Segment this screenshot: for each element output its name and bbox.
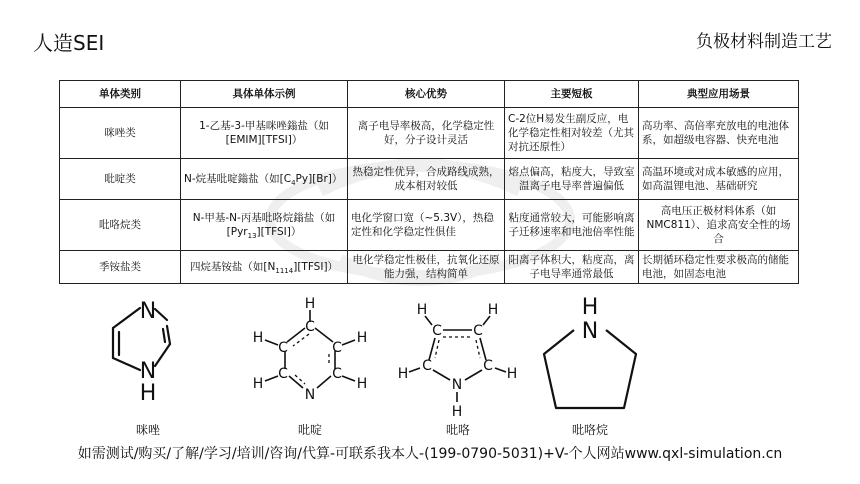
column-header: 典型应用场景 bbox=[639, 81, 799, 108]
atom-label: C bbox=[483, 358, 493, 374]
atom-label: C bbox=[305, 319, 315, 335]
molecule-name: 咪唑 bbox=[135, 423, 160, 437]
atom-label: N bbox=[451, 377, 463, 393]
atom-label: C bbox=[332, 340, 342, 356]
atom-label: H bbox=[451, 404, 463, 420]
cell-application: 高温环境或对成本敏感的应用，如高温锂电池、基础研究 bbox=[639, 159, 799, 200]
atom-label: C bbox=[278, 340, 288, 356]
imidazole-structure bbox=[100, 296, 190, 406]
cell-weakness: 粘度通常较大，可能影响离子迁移速率和电池倍率性能 bbox=[505, 200, 639, 251]
table-header-row bbox=[60, 81, 799, 108]
atom-label: C bbox=[422, 358, 432, 374]
atom-label: H bbox=[581, 295, 599, 320]
atom-label: H bbox=[416, 302, 428, 318]
pyrrolidine-structure bbox=[530, 288, 650, 418]
cell-weakness: 阳离子体积大，粘度高，离子电导率通常最低 bbox=[505, 251, 639, 284]
atom-label: H bbox=[252, 376, 264, 392]
atom-label: H bbox=[252, 330, 264, 346]
section-title: 负极材料制造工艺 bbox=[696, 32, 832, 52]
cell-advantage: 电化学稳定性极佳，抗氧化还原能力强，结构简单 bbox=[348, 251, 505, 284]
cell-application: 长期循环稳定性要求极高的储能电池，如固态电池 bbox=[639, 251, 799, 284]
cell-advantage: 离子电导率极高，化学稳定性好，分子设计灵活 bbox=[348, 108, 505, 159]
table-row bbox=[60, 159, 799, 200]
cell-advantage: 电化学窗口宽（~5.3V），热稳定性和化学稳定性俱佳 bbox=[348, 200, 505, 251]
cell-example: 1-乙基-3-甲基咪唑鎓盐（如[EMIM][TFSI]） bbox=[181, 108, 348, 159]
atom-label: N bbox=[139, 299, 157, 324]
atom-label: N bbox=[139, 359, 157, 384]
atom-label: C bbox=[278, 366, 288, 382]
molecule-name: 吡咯 bbox=[445, 423, 470, 437]
cell-category: 咪唑类 bbox=[60, 108, 181, 159]
ionic-liquid-monomer-table bbox=[59, 80, 799, 284]
cell-application: 高电压正极材料体系（如NMC811）、追求高安全性的场合 bbox=[639, 200, 799, 251]
table-row bbox=[60, 200, 799, 251]
cell-example: N-烷基吡啶鎓盐（如$[C_4Py][Br]$） bbox=[181, 159, 348, 200]
atom-label: C bbox=[473, 323, 483, 339]
atom-label: H bbox=[487, 302, 499, 318]
atom-label: H bbox=[397, 366, 409, 382]
cell-advantage: 热稳定性优异，合成路线成熟，成本相对较低 bbox=[348, 159, 505, 200]
atom-label: C bbox=[432, 323, 442, 339]
cell-example: 四烷基铵盐（如$[N_{1114}][TFSI]$） bbox=[181, 251, 348, 284]
column-header: 具体单体示例 bbox=[181, 81, 348, 108]
atom-label: C bbox=[332, 366, 342, 382]
molecule-name: 吡咯烷 bbox=[571, 423, 608, 437]
cell-example: N-甲基-N-丙基吡咯烷鎓盐（如[Pyr$_{13}$][TFSI]） bbox=[181, 200, 348, 251]
table-row bbox=[60, 251, 799, 284]
atom-label: H bbox=[356, 376, 368, 392]
atom-label: N bbox=[304, 387, 316, 403]
contact-footer: 如需测试/购买/了解/学习/培训/咨询/代算-可联系我本人-(199-0790-5031)+V-个人网站www.qxl-simulation.cn bbox=[77, 446, 783, 462]
molecule-name: 吡啶 bbox=[297, 423, 322, 437]
column-header: 单体类别 bbox=[60, 81, 181, 108]
atom-label: H bbox=[356, 330, 368, 346]
atom-label: N bbox=[581, 319, 599, 344]
atom-label: H bbox=[506, 366, 518, 382]
cell-application: 高功率、高倍率充放电的电池体系，如超级电容器、快充电池 bbox=[639, 108, 799, 159]
atom-label: H bbox=[304, 296, 316, 312]
atom-label: H bbox=[139, 381, 157, 406]
cell-category: 季铵盐类 bbox=[60, 251, 181, 284]
column-header: 核心优势 bbox=[348, 81, 505, 108]
cell-category: 吡啶类 bbox=[60, 159, 181, 200]
table-row bbox=[60, 108, 799, 159]
cell-weakness: 熔点偏高，粘度大，导致室温离子电导率普遍偏低 bbox=[505, 159, 639, 200]
cell-category: 吡咯烷类 bbox=[60, 200, 181, 251]
column-header: 主要短板 bbox=[505, 81, 639, 108]
cell-weakness: C-2位H易发生副反应，电化学稳定性相对较差（尤其对抗还原性） bbox=[505, 108, 639, 159]
pyridine-structure bbox=[245, 296, 375, 406]
pyrrole-structure bbox=[395, 296, 525, 421]
page-title: 人造SEI bbox=[33, 31, 105, 55]
